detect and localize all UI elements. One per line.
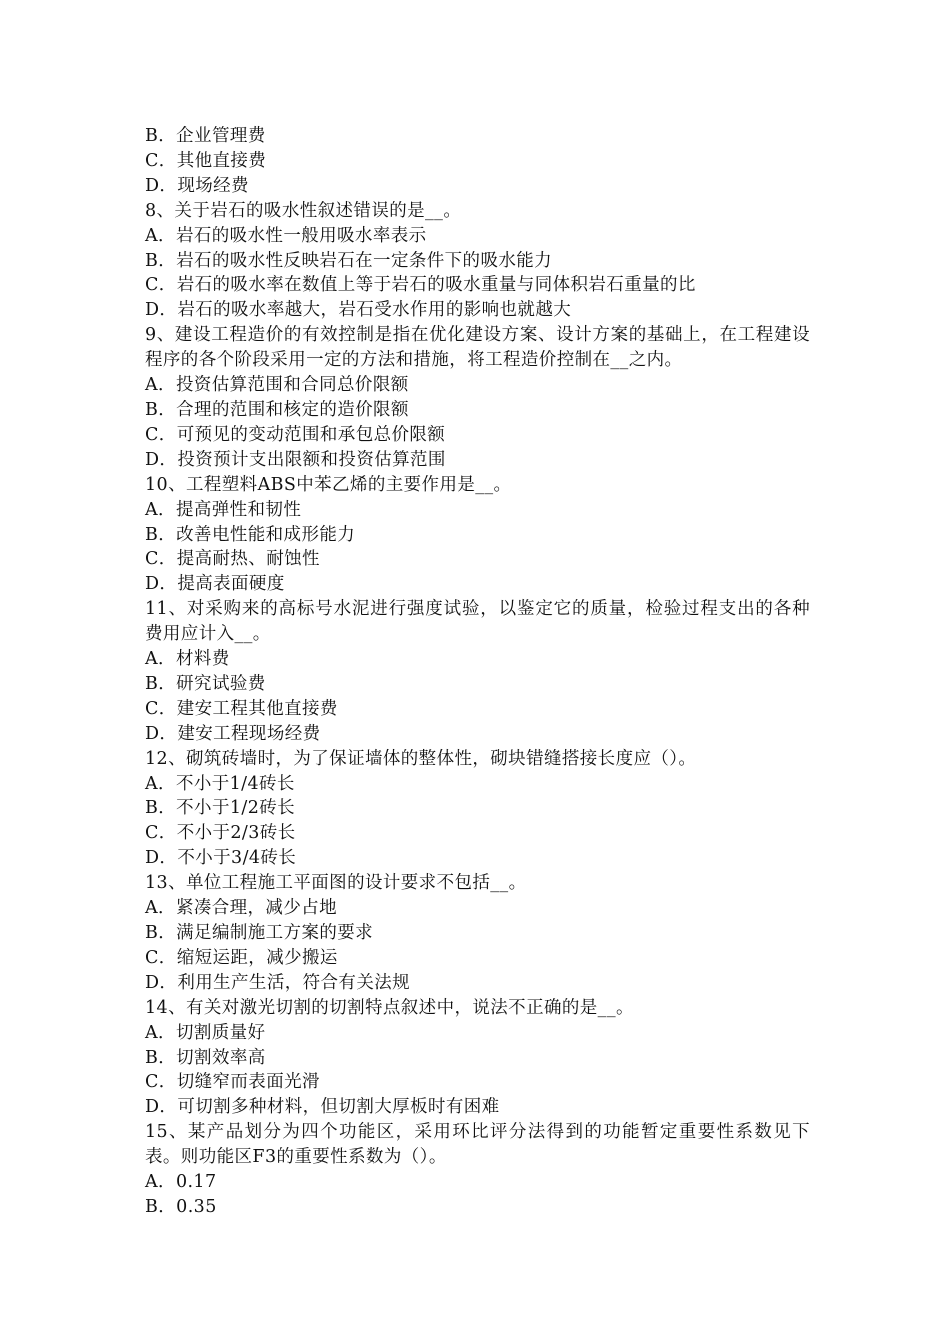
option-line: A．不小于1/4砖长 [145, 773, 295, 794]
question-13 [145, 871, 810, 996]
option-line: C．建安工程其他直接费 [145, 698, 338, 719]
option-line: C．不小于2/3砖长 [145, 823, 296, 844]
question-12 [145, 747, 810, 872]
question-10 [145, 473, 810, 598]
option-line: D．不小于3/4砖长 [145, 848, 297, 869]
option-line: C．提高耐热、耐蚀性 [145, 549, 320, 570]
option-line: C．切缝窄而表面光滑 [145, 1072, 320, 1093]
question-8 [145, 199, 810, 324]
question-stem: 13、单位工程施工平面图的设计要求不包括__。 [145, 873, 527, 894]
option-line: D．提高表面硬度 [145, 574, 285, 595]
option-line: A．材料费 [145, 649, 230, 670]
question-stem: 8、关于岩石的吸水性叙述错误的是__。 [145, 200, 462, 221]
option-line: B．不小于1/2砖长 [145, 798, 296, 819]
question-stem: 15、某产品划分为四个功能区，采用环比评分法得到的功能暂定重要性系数见下表。则功能区F3的重要性系数为（）。 [145, 1122, 810, 1168]
question-14 [145, 996, 810, 1121]
question-9 [145, 323, 810, 472]
option-line: B．企业管理费 [145, 126, 266, 146]
option-line: D．可切割多种材料，但切割大厚板时有困难 [145, 1097, 500, 1118]
option-line: A．提高弹性和韧性 [145, 499, 302, 520]
option-line: C．其他直接费 [145, 150, 267, 171]
option-line: A．岩石的吸水性一般用吸水率表示 [145, 225, 427, 246]
option-line: A．切割质量好 [145, 1022, 266, 1043]
option-line: D．岩石的吸水率越大，岩石受水作用的影响也就越大 [145, 300, 572, 321]
question-15 [145, 1120, 810, 1220]
option-line: B．研究试验费 [145, 673, 266, 694]
option-line: B．改善电性能和成形能力 [145, 524, 356, 545]
question-stem: 9、建设工程造价的有效控制是指在优化建设方案、设计方案的基础上，在工程建设程序的各个阶段采用一定的方法和措施，将工程造价控制在__之内。 [145, 325, 810, 371]
option-line: D．建安工程现场经费 [145, 723, 321, 744]
continued-options [145, 124, 810, 199]
option-line: C．岩石的吸水率在数值上等于岩石的吸水重量与同体积岩石重量的比 [145, 275, 696, 296]
option-line: B．满足编制施工方案的要求 [145, 923, 374, 943]
option-line: B．0.35 [145, 1196, 217, 1217]
option-line: D．现场经费 [145, 175, 249, 196]
option-line: A．紧凑合理，减少占地 [145, 898, 338, 919]
question-11 [145, 597, 810, 746]
question-stem: 10、工程塑料ABS中苯乙烯的主要作用是__。 [145, 474, 512, 495]
question-stem: 12、砌筑砖墙时，为了保证墙体的整体性，砌块错缝搭接长度应（）。 [145, 748, 697, 769]
option-line: A．投资估算范围和合同总价限额 [145, 375, 409, 396]
option-line: C．可预见的变动范围和承包总价限额 [145, 424, 446, 445]
option-line: B．岩石的吸水性反映岩石在一定条件下的吸水能力 [145, 250, 553, 271]
option-line: B．切割效率高 [145, 1047, 266, 1068]
document-body [145, 124, 810, 1220]
option-line: A．0.17 [145, 1172, 217, 1193]
option-line: C．缩短运距，减少搬运 [145, 947, 338, 968]
option-line: B．合理的范围和核定的造价限额 [145, 399, 409, 420]
option-line: D．利用生产生活，符合有关法规 [145, 972, 411, 993]
question-stem: 14、有关对激光切割的切割特点叙述中，说法不正确的是__。 [145, 997, 634, 1018]
question-stem: 11、对采购来的高标号水泥进行强度试验，以鉴定它的质量，检验过程支出的各种费用应计入__。 [145, 599, 810, 645]
option-line: D．投资预计支出限额和投资估算范围 [145, 449, 446, 470]
